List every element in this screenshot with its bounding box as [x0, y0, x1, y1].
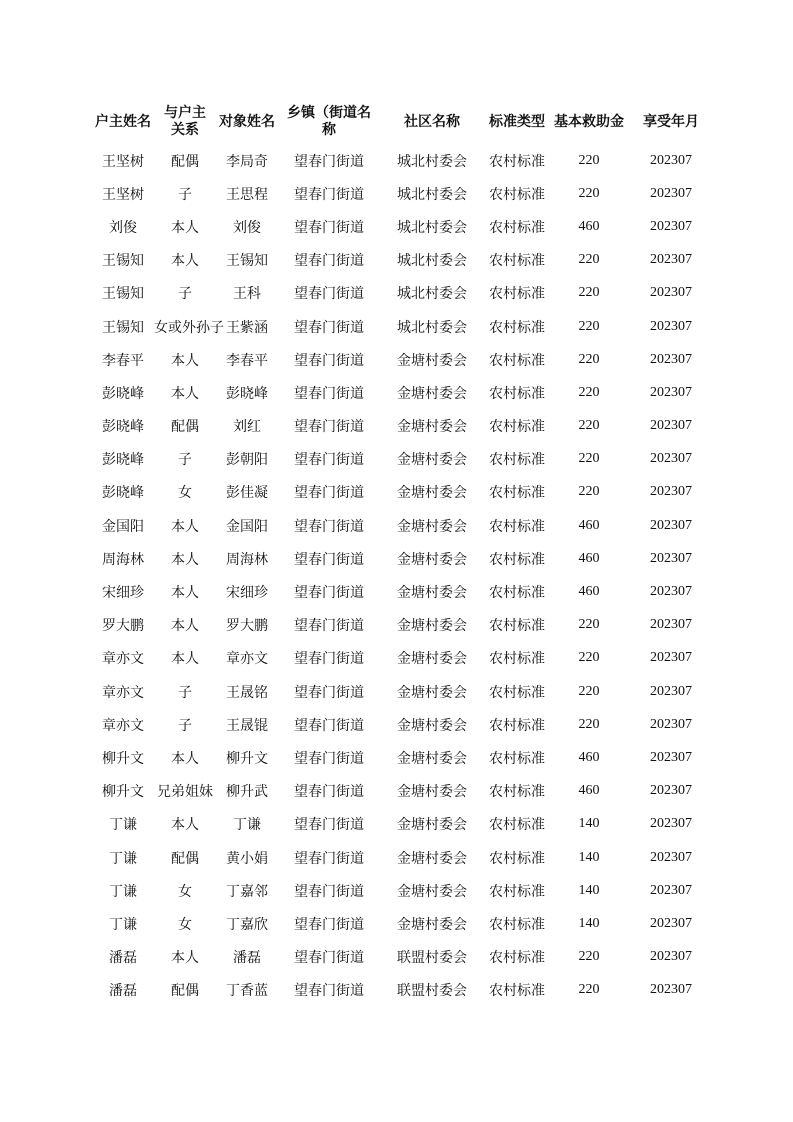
cell-period: 202307 — [650, 816, 692, 832]
cell-relation: 女 — [178, 883, 192, 900]
cell-period: 202307 — [650, 716, 692, 732]
cell-standard-type: 农村标准 — [489, 485, 545, 502]
cell-township: 望春门街道 — [294, 750, 364, 767]
cell-community: 金塘村委会 — [397, 452, 467, 469]
cell-recipient-name: 李春平 — [226, 352, 268, 369]
cell-standard-type: 农村标准 — [489, 750, 545, 767]
cell-base-amount: 140 — [578, 849, 600, 865]
cell-recipient-name: 金国阳 — [226, 518, 268, 535]
cell-community: 城北村委会 — [397, 153, 467, 170]
cell-period: 202307 — [650, 584, 692, 600]
cell-recipient-name: 彭晓峰 — [226, 385, 268, 402]
cell-recipient-name: 柳升文 — [226, 750, 268, 767]
cell-householder-name: 丁谦 — [109, 883, 137, 900]
cell-householder-name: 罗大鹏 — [102, 618, 144, 635]
cell-period: 202307 — [650, 451, 692, 467]
cell-standard-type: 农村标准 — [489, 419, 545, 436]
cell-township: 望春门街道 — [294, 518, 364, 535]
cell-township: 望春门街道 — [294, 419, 364, 436]
cell-period: 202307 — [650, 484, 692, 500]
cell-standard-type: 农村标准 — [489, 219, 545, 236]
cell-base-amount: 460 — [578, 550, 600, 566]
cell-base-amount: 140 — [578, 915, 600, 931]
cell-community: 金塘村委会 — [397, 784, 467, 801]
cell-period: 202307 — [650, 550, 692, 566]
cell-base-amount: 460 — [578, 218, 600, 234]
cell-householder-name: 章亦文 — [102, 651, 144, 668]
cell-base-amount: 140 — [578, 882, 600, 898]
table-row — [92, 974, 714, 1007]
cell-standard-type: 农村标准 — [489, 950, 545, 967]
cell-recipient-name: 宋细珍 — [226, 585, 268, 602]
table-row — [92, 410, 714, 443]
cell-standard-type: 农村标准 — [489, 551, 545, 568]
cell-relation: 本人 — [171, 618, 199, 635]
cell-community: 金塘村委会 — [397, 850, 467, 867]
cell-period: 202307 — [650, 252, 692, 268]
cell-base-amount: 460 — [578, 783, 600, 799]
cell-householder-name: 王坚树 — [102, 186, 144, 203]
cell-recipient-name: 王晟锟 — [226, 717, 268, 734]
table-row — [92, 277, 714, 310]
header-community: 社区名称 — [404, 113, 460, 130]
header-township: 乡镇（街道名称 — [287, 105, 371, 138]
cell-township: 望春门街道 — [294, 219, 364, 236]
table-row — [92, 675, 714, 708]
cell-community: 城北村委会 — [397, 219, 467, 236]
cell-base-amount: 220 — [578, 152, 600, 168]
cell-relation: 本人 — [171, 950, 199, 967]
table-row — [92, 941, 714, 974]
cell-standard-type: 农村标准 — [489, 253, 545, 270]
cell-recipient-name: 黄小娟 — [226, 850, 268, 867]
cell-period: 202307 — [650, 749, 692, 765]
cell-township: 望春门街道 — [294, 651, 364, 668]
table-row — [92, 609, 714, 642]
cell-relation: 本人 — [171, 817, 199, 834]
cell-township: 望春门街道 — [294, 916, 364, 933]
cell-community: 联盟村委会 — [397, 983, 467, 1000]
cell-recipient-name: 章亦文 — [226, 651, 268, 668]
cell-householder-name: 丁谦 — [109, 817, 137, 834]
table-row — [92, 708, 714, 741]
cell-township: 望春门街道 — [294, 385, 364, 402]
cell-recipient-name: 刘俊 — [233, 219, 261, 236]
cell-relation: 子 — [178, 286, 192, 303]
cell-standard-type: 农村标准 — [489, 684, 545, 701]
cell-relation: 配偶 — [171, 850, 199, 867]
cell-householder-name: 王锡知 — [102, 286, 144, 303]
header-recipient-name: 对象姓名 — [219, 113, 275, 130]
cell-township: 望春门街道 — [294, 286, 364, 303]
cell-recipient-name: 丁谦 — [233, 817, 261, 834]
table-row — [92, 443, 714, 476]
cell-relation: 女或外孙子 — [154, 319, 224, 336]
cell-township: 望春门街道 — [294, 485, 364, 502]
table-row — [92, 575, 714, 608]
cell-period: 202307 — [650, 418, 692, 434]
table-row — [92, 542, 714, 575]
cell-community: 金塘村委会 — [397, 817, 467, 834]
cell-householder-name: 刘俊 — [109, 219, 137, 236]
cell-base-amount: 220 — [578, 318, 600, 334]
table-row — [92, 376, 714, 409]
cell-recipient-name: 李局奇 — [226, 153, 268, 170]
cell-recipient-name: 彭朝阳 — [226, 452, 268, 469]
cell-standard-type: 农村标准 — [489, 186, 545, 203]
cell-recipient-name: 柳升武 — [226, 784, 268, 801]
header-base-amount: 基本救助金 — [554, 113, 624, 130]
cell-township: 望春门街道 — [294, 186, 364, 203]
table-row — [92, 874, 714, 907]
cell-township: 望春门街道 — [294, 551, 364, 568]
table-row — [92, 244, 714, 277]
cell-base-amount: 220 — [578, 185, 600, 201]
cell-standard-type: 农村标准 — [489, 618, 545, 635]
cell-standard-type: 农村标准 — [489, 352, 545, 369]
cell-householder-name: 章亦文 — [102, 684, 144, 701]
cell-relation: 子 — [178, 452, 192, 469]
cell-relation: 配偶 — [171, 153, 199, 170]
cell-township: 望春门街道 — [294, 684, 364, 701]
cell-relation: 本人 — [171, 651, 199, 668]
cell-standard-type: 农村标准 — [489, 518, 545, 535]
table-row — [92, 177, 714, 210]
cell-township: 望春门街道 — [294, 950, 364, 967]
cell-base-amount: 220 — [578, 683, 600, 699]
cell-recipient-name: 丁嘉欣 — [226, 916, 268, 933]
cell-householder-name: 丁谦 — [109, 850, 137, 867]
cell-householder-name: 柳升文 — [102, 750, 144, 767]
cell-recipient-name: 彭佳凝 — [226, 485, 268, 502]
cell-relation: 本人 — [171, 253, 199, 270]
cell-relation: 配偶 — [171, 983, 199, 1000]
header-relation: 与户主关系 — [164, 105, 206, 138]
relief-roster-table — [92, 100, 714, 1007]
cell-base-amount: 220 — [578, 949, 600, 965]
cell-householder-name: 王坚树 — [102, 153, 144, 170]
cell-community: 金塘村委会 — [397, 585, 467, 602]
table-row — [92, 775, 714, 808]
table-row — [92, 642, 714, 675]
table-header — [92, 100, 714, 144]
cell-community: 金塘村委会 — [397, 684, 467, 701]
cell-recipient-name: 王思程 — [226, 186, 268, 203]
cell-relation: 女 — [178, 916, 192, 933]
cell-township: 望春门街道 — [294, 817, 364, 834]
table-row — [92, 907, 714, 940]
table-row — [92, 144, 714, 177]
cell-township: 望春门街道 — [294, 850, 364, 867]
cell-period: 202307 — [650, 949, 692, 965]
cell-period: 202307 — [650, 783, 692, 799]
cell-householder-name: 李春平 — [102, 352, 144, 369]
cell-base-amount: 220 — [578, 384, 600, 400]
cell-community: 金塘村委会 — [397, 916, 467, 933]
cell-township: 望春门街道 — [294, 784, 364, 801]
cell-community: 城北村委会 — [397, 186, 467, 203]
cell-period: 202307 — [650, 849, 692, 865]
cell-base-amount: 460 — [578, 749, 600, 765]
cell-standard-type: 农村标准 — [489, 452, 545, 469]
header-householder-name: 户主姓名 — [95, 113, 151, 130]
cell-recipient-name: 罗大鹏 — [226, 618, 268, 635]
cell-period: 202307 — [650, 185, 692, 201]
cell-recipient-name: 潘磊 — [233, 950, 261, 967]
cell-standard-type: 农村标准 — [489, 717, 545, 734]
cell-standard-type: 农村标准 — [489, 817, 545, 834]
table-row — [92, 808, 714, 841]
cell-township: 望春门街道 — [294, 883, 364, 900]
cell-period: 202307 — [650, 517, 692, 533]
cell-relation: 本人 — [171, 551, 199, 568]
cell-relation: 子 — [178, 684, 192, 701]
cell-standard-type: 农村标准 — [489, 585, 545, 602]
cell-householder-name: 王锡知 — [102, 319, 144, 336]
cell-householder-name: 宋细珍 — [102, 585, 144, 602]
cell-relation: 本人 — [171, 352, 199, 369]
cell-standard-type: 农村标准 — [489, 651, 545, 668]
cell-period: 202307 — [650, 384, 692, 400]
table-row — [92, 509, 714, 542]
cell-community: 金塘村委会 — [397, 651, 467, 668]
cell-community: 金塘村委会 — [397, 750, 467, 767]
cell-community: 金塘村委会 — [397, 717, 467, 734]
cell-householder-name: 彭晓峰 — [102, 452, 144, 469]
cell-community: 金塘村委会 — [397, 551, 467, 568]
table-row — [92, 310, 714, 343]
cell-relation: 本人 — [171, 518, 199, 535]
table-row — [92, 210, 714, 243]
cell-standard-type: 农村标准 — [489, 850, 545, 867]
cell-township: 望春门街道 — [294, 352, 364, 369]
cell-period: 202307 — [650, 152, 692, 168]
cell-recipient-name: 丁嘉邻 — [226, 883, 268, 900]
cell-base-amount: 220 — [578, 418, 600, 434]
table-row — [92, 841, 714, 874]
cell-township: 望春门街道 — [294, 253, 364, 270]
cell-period: 202307 — [650, 617, 692, 633]
cell-standard-type: 农村标准 — [489, 319, 545, 336]
cell-community: 城北村委会 — [397, 253, 467, 270]
cell-base-amount: 220 — [578, 982, 600, 998]
cell-relation: 女 — [178, 485, 192, 502]
cell-community: 金塘村委会 — [397, 352, 467, 369]
cell-householder-name: 周海林 — [102, 551, 144, 568]
cell-householder-name: 潘磊 — [109, 950, 137, 967]
cell-township: 望春门街道 — [294, 153, 364, 170]
cell-period: 202307 — [650, 650, 692, 666]
cell-community: 联盟村委会 — [397, 950, 467, 967]
cell-community: 城北村委会 — [397, 286, 467, 303]
cell-relation: 配偶 — [171, 419, 199, 436]
cell-standard-type: 农村标准 — [489, 385, 545, 402]
cell-recipient-name: 刘红 — [233, 419, 261, 436]
cell-householder-name: 金国阳 — [102, 518, 144, 535]
cell-relation: 本人 — [171, 385, 199, 402]
cell-standard-type: 农村标准 — [489, 784, 545, 801]
cell-base-amount: 460 — [578, 584, 600, 600]
cell-period: 202307 — [650, 683, 692, 699]
cell-recipient-name: 丁香蓝 — [226, 983, 268, 1000]
header-row — [92, 100, 714, 144]
header-period: 享受年月 — [643, 113, 699, 130]
cell-township: 望春门街道 — [294, 717, 364, 734]
cell-township: 望春门街道 — [294, 319, 364, 336]
cell-householder-name: 丁谦 — [109, 916, 137, 933]
cell-community: 金塘村委会 — [397, 385, 467, 402]
cell-standard-type: 农村标准 — [489, 983, 545, 1000]
cell-base-amount: 220 — [578, 650, 600, 666]
cell-township: 望春门街道 — [294, 618, 364, 635]
cell-relation: 子 — [178, 186, 192, 203]
cell-householder-name: 彭晓峰 — [102, 385, 144, 402]
cell-standard-type: 农村标准 — [489, 286, 545, 303]
cell-base-amount: 220 — [578, 285, 600, 301]
cell-relation: 本人 — [171, 219, 199, 236]
cell-community: 金塘村委会 — [397, 518, 467, 535]
cell-standard-type: 农村标准 — [489, 153, 545, 170]
cell-community: 金塘村委会 — [397, 419, 467, 436]
cell-relation: 本人 — [171, 750, 199, 767]
cell-period: 202307 — [650, 351, 692, 367]
cell-standard-type: 农村标准 — [489, 916, 545, 933]
cell-standard-type: 农村标准 — [489, 883, 545, 900]
header-standard-type: 标准类型 — [489, 113, 545, 130]
cell-community: 金塘村委会 — [397, 618, 467, 635]
cell-recipient-name: 王锡知 — [226, 253, 268, 270]
cell-base-amount: 220 — [578, 252, 600, 268]
table-row — [92, 476, 714, 509]
cell-period: 202307 — [650, 882, 692, 898]
cell-recipient-name: 王紫涵 — [226, 319, 268, 336]
cell-householder-name: 王锡知 — [102, 253, 144, 270]
cell-period: 202307 — [650, 285, 692, 301]
cell-township: 望春门街道 — [294, 452, 364, 469]
cell-period: 202307 — [650, 318, 692, 334]
cell-township: 望春门街道 — [294, 983, 364, 1000]
cell-base-amount: 220 — [578, 716, 600, 732]
cell-base-amount: 460 — [578, 517, 600, 533]
cell-base-amount: 220 — [578, 484, 600, 500]
cell-period: 202307 — [650, 915, 692, 931]
cell-householder-name: 彭晓峰 — [102, 485, 144, 502]
cell-community: 金塘村委会 — [397, 883, 467, 900]
table-body — [92, 144, 714, 1007]
cell-relation: 本人 — [171, 585, 199, 602]
cell-householder-name: 彭晓峰 — [102, 419, 144, 436]
cell-community: 金塘村委会 — [397, 485, 467, 502]
table-row — [92, 741, 714, 774]
cell-recipient-name: 王科 — [233, 286, 261, 303]
cell-base-amount: 140 — [578, 816, 600, 832]
cell-base-amount: 220 — [578, 617, 600, 633]
cell-township: 望春门街道 — [294, 585, 364, 602]
cell-householder-name: 章亦文 — [102, 717, 144, 734]
cell-householder-name: 潘磊 — [109, 983, 137, 1000]
cell-period: 202307 — [650, 218, 692, 234]
cell-relation: 子 — [178, 717, 192, 734]
cell-base-amount: 220 — [578, 351, 600, 367]
cell-base-amount: 220 — [578, 451, 600, 467]
cell-recipient-name: 王晟铭 — [226, 684, 268, 701]
cell-period: 202307 — [650, 982, 692, 998]
cell-community: 城北村委会 — [397, 319, 467, 336]
cell-householder-name: 柳升文 — [102, 784, 144, 801]
cell-recipient-name: 周海林 — [226, 551, 268, 568]
cell-relation: 兄弟姐妹 — [157, 784, 213, 801]
table-row — [92, 343, 714, 376]
